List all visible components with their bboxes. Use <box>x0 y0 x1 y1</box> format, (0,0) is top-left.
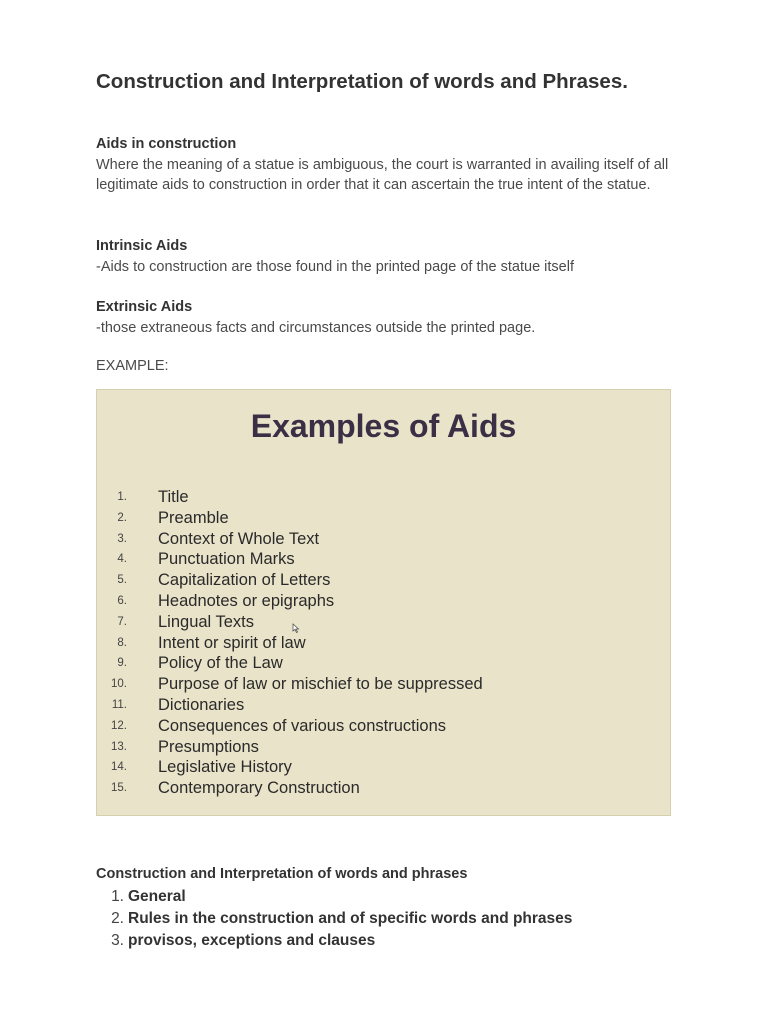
aid-text: Punctuation Marks <box>158 550 295 569</box>
aid-number: 9. <box>117 657 127 670</box>
aid-text: Policy of the Law <box>158 654 283 673</box>
section-body: -those extraneous facts and circumstances outside the printed page. <box>96 319 536 336</box>
aid-number: 4. <box>117 553 127 566</box>
slide-title: Examples of Aids <box>250 408 517 444</box>
aid-text: Presumptions <box>158 737 259 756</box>
example-label: EXAMPLE: <box>96 358 169 374</box>
aid-number: 5. <box>117 574 127 587</box>
aid-number: 3. <box>117 532 127 545</box>
aid-text: Context of Whole Text <box>158 529 320 548</box>
closing-item-text: Rules in the construction and of specific words and phrases <box>128 910 573 927</box>
aid-number: 10. <box>111 678 127 691</box>
closing-item-text: General <box>128 888 186 905</box>
aid-text: Capitalization of Letters <box>158 571 331 590</box>
aid-text: Dictionaries <box>158 695 245 714</box>
aid-number: 15. <box>111 782 127 795</box>
closing-list-item <box>96 930 572 952</box>
aid-text: Headnotes or epigraphs <box>158 591 335 610</box>
aid-text: Consequences of various constructions <box>158 716 446 735</box>
section-heading: Extrinsic Aids <box>96 299 193 315</box>
section-extrinsic-aids <box>96 297 676 338</box>
document-title: Construction and Interpretation of words and Phrases. <box>96 70 628 93</box>
closing-heading: Construction and Interpretation of words and phrases <box>96 866 468 882</box>
aid-text: Lingual Texts <box>158 612 255 631</box>
aid-number: 2. <box>117 511 127 524</box>
aid-number: 7. <box>117 615 127 628</box>
section-aids-in-construction <box>96 134 676 196</box>
section-intrinsic-aids <box>96 236 676 277</box>
section-heading: Intrinsic Aids <box>96 238 188 254</box>
cursor-icon <box>292 623 300 633</box>
aid-text: Purpose of law or mischief to be suppressed <box>158 675 483 694</box>
closing-list-item <box>96 908 572 930</box>
aid-number: 12. <box>111 719 127 732</box>
closing-item-number: 3. <box>111 932 124 949</box>
aid-text: Contemporary Construction <box>158 779 360 798</box>
section-body: -Aids to construction are those found in the printed page of the statue itself <box>96 258 574 275</box>
closing-item-number: 2. <box>111 910 124 927</box>
aid-number: 1. <box>117 491 127 503</box>
section-body: Where the meaning of a statue is ambiguous, the court is warranted in availing itself of all legitimate aids to construction in order that it can ascertain the true intent of the statue. <box>96 156 669 193</box>
section-heading: Aids in construction <box>96 136 237 152</box>
aid-text: Title <box>158 488 189 506</box>
aid-text: Intent or spirit of law <box>158 633 306 652</box>
aid-number: 8. <box>117 636 127 649</box>
closing-item-text: provisos, exceptions and clauses <box>128 932 376 949</box>
closing-item-number: 1. <box>111 888 124 905</box>
aid-text: Legislative History <box>158 758 292 777</box>
aid-number: 11. <box>111 698 127 711</box>
aid-number: 14. <box>111 761 127 774</box>
closing-list-item <box>96 886 572 908</box>
closing-list <box>96 886 572 952</box>
aid-number: 6. <box>117 594 127 607</box>
aid-text: Preamble <box>158 508 229 527</box>
examples-slide-image <box>96 389 671 816</box>
aid-number: 13. <box>111 740 127 753</box>
